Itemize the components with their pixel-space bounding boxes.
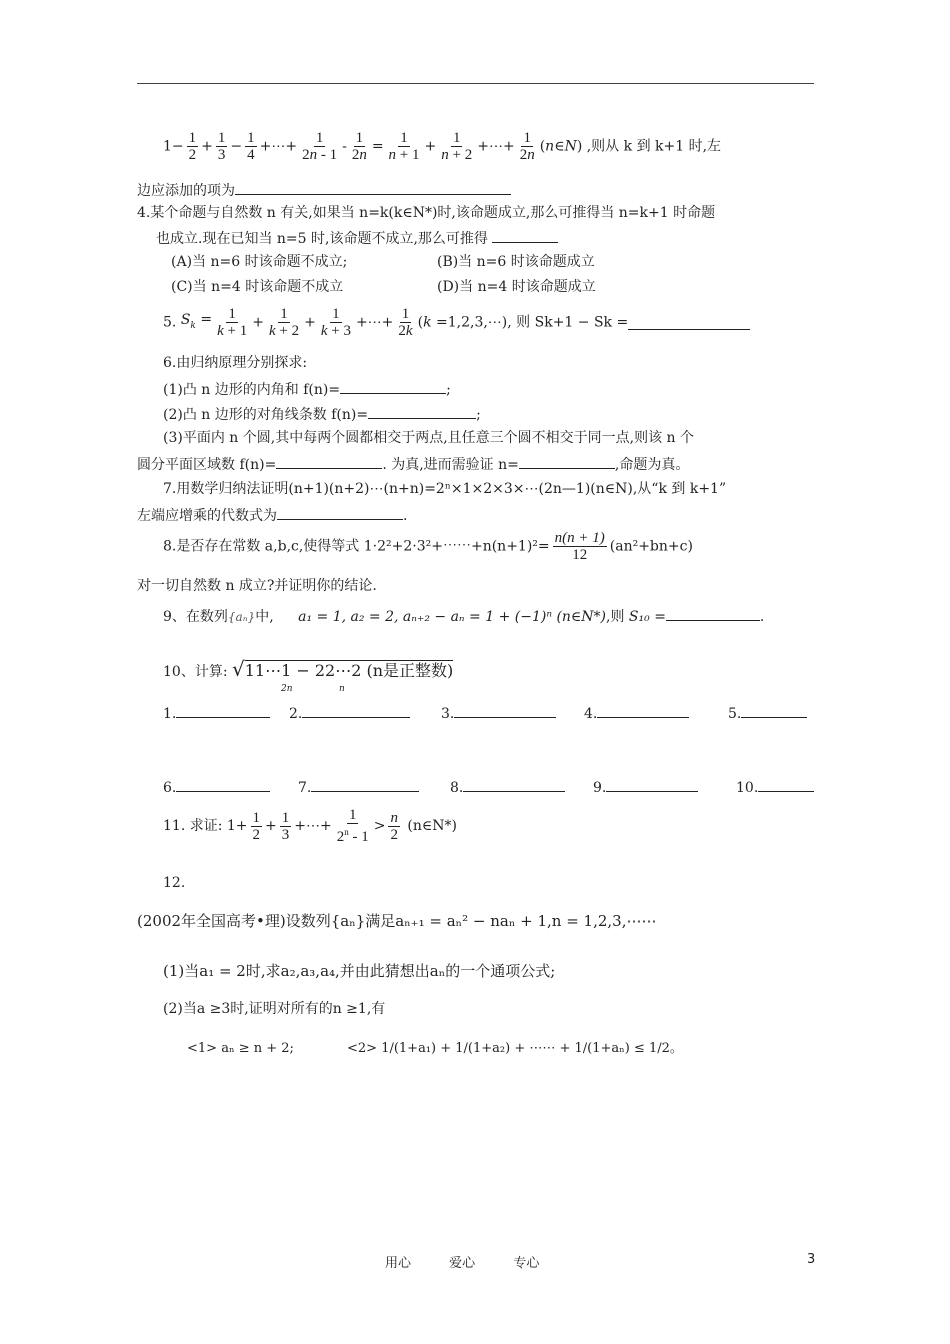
q8-line2: 对一切自然数 n 成立?并证明你的结论. [137, 578, 377, 594]
answer-label: 10. [736, 780, 759, 796]
q6-part1: (1)凸 n 边形的内角和 f(n)= ; [163, 379, 451, 399]
q12-part1: (1)当a₁ = 2时,求a₂,a₃,a₄,并由此猜想出aₙ的一个通项公式; [163, 962, 556, 980]
answer-blank[interactable] [741, 703, 807, 718]
answer-label: 8. [450, 780, 464, 796]
q9-post: ,则 [606, 609, 625, 625]
q6-part1-text: (1)凸 n 边形的内角和 f(n)= [163, 382, 341, 398]
answer-blank[interactable] [463, 777, 565, 792]
q11-pre: 11. 求证: [163, 818, 223, 834]
answer-blank[interactable] [606, 777, 698, 792]
answer-7 [298, 777, 419, 797]
q12-label: 12. [163, 875, 186, 891]
q6-part3-end: ,命题为真。 [614, 457, 690, 473]
q5-tail: 则 Sk+1 − Sk = [516, 314, 629, 331]
q5-expression: 5. $S_k$ = $\frac{1}{k + 1}$ + $\frac{1}{k + 2}$ + $\frac{1}{k + 3}$ +⋯+ $\frac{1}{2k}$ (k =1,2,3,⋯), 则 Sk+1 − Sk = [163, 306, 750, 339]
q6-part1-blank[interactable] [340, 379, 446, 394]
q12-sub1: <1> aₙ ≥ n + 2; [187, 1041, 294, 1056]
q8-pre: 8.是否存在常数 a,b,c,使得等式 1·2²+2·3²+⋯⋯+n(n+1)²= [163, 538, 550, 555]
q6-part3-line1: (3)平面内 n 个圆,其中每两个圆都相交于两点,且任意三个圆不相交于同一点,则该 n 个 [163, 430, 695, 446]
answer-5 [728, 703, 807, 723]
q6-part2: (2)凸 n 边形的对角线条数 f(n)= ; [163, 404, 481, 424]
q9-expression: a₁ = 1, a₂ = 2, aₙ₊₂ − aₙ = 1 + (−1)ⁿ (n∈N*) [298, 609, 607, 625]
answer-blank[interactable] [597, 703, 689, 718]
answer-label: 9. [593, 780, 607, 796]
answer-3 [441, 703, 556, 723]
footer-slogan [385, 1252, 573, 1271]
answer-2 [289, 703, 410, 723]
q10-pre: 10、计算: [163, 664, 228, 680]
q8-fraction-num: n(n + 1) [554, 530, 605, 546]
q3-answer-blank[interactable] [235, 180, 511, 195]
q6-part3-prompt: 圆分平面区域数 f(n)= [137, 457, 277, 473]
q7-prompt: 左端应增乘的代数式为 [137, 508, 277, 524]
q10-expression: 11⋯1 − 22⋯2 (n是正整数) [244, 661, 454, 680]
answer-9 [593, 777, 698, 797]
answer-blank[interactable] [302, 703, 410, 718]
q5-answer-blank[interactable] [628, 315, 750, 330]
q4-option-c: (C)当 n=4 时该命题不成立 [171, 279, 344, 295]
answer-blank[interactable] [176, 703, 270, 718]
page-number: 3 [807, 1252, 816, 1267]
answer-1 [163, 703, 270, 723]
header-rule [137, 83, 814, 84]
q4-option-b: (B)当 n=6 时该命题成立 [437, 254, 595, 270]
q6-part2-blank[interactable] [368, 404, 476, 419]
q6-part3-mid: . 为真,进而需验证 n= [382, 457, 519, 473]
q8-post: (an²+bn+c) [609, 538, 693, 555]
q7-line2: 左端应增乘的代数式为 . [137, 505, 407, 525]
q4-stem1: 4.某个命题与自然数 n 有关,如果当 n=k(k∈N*)时,该命题成立,那么可推得当 n=k+1 时命题 [137, 205, 716, 221]
answer-blank[interactable] [311, 777, 419, 792]
answer-label: 6. [163, 780, 177, 796]
answer-label: 5. [728, 706, 742, 722]
q9-s10: S₁₀ = [628, 609, 666, 625]
q9-pre: 9、在数列 [163, 609, 228, 625]
answer-6 [163, 777, 270, 797]
q4-answer-blank[interactable] [492, 228, 558, 243]
answer-blank[interactable] [454, 703, 556, 718]
q9-sequence: {aₙ} [227, 610, 256, 624]
q4-option-d: (D)当 n=4 时该命题成立 [437, 279, 596, 295]
q6-part3-blank1[interactable] [276, 454, 382, 469]
q11-condition: (n∈N*) [407, 818, 457, 834]
q4-stem2 [156, 228, 558, 248]
q7-answer-blank[interactable] [277, 505, 403, 520]
q3-line2 [137, 180, 511, 200]
answer-label: 7. [298, 780, 312, 796]
answer-label: 1. [163, 706, 177, 722]
answer-blank[interactable] [758, 777, 814, 792]
q12-part2: (2)当a ≥3时,证明对所有的n ≥1,有 [163, 1001, 386, 1017]
q3-prompt: 边应添加的项为 [137, 183, 235, 199]
q9-mid: 中, [255, 609, 274, 625]
answer-8 [450, 777, 565, 797]
footer-item: 用心 [385, 1256, 412, 1271]
answer-blank[interactable] [176, 777, 270, 792]
q8-line1 [163, 530, 693, 563]
q10-sub-n: n [339, 684, 345, 694]
answer-10 [736, 777, 814, 797]
q3-expression: 1− $\frac{1}{2}$ + $\frac{1}{3}$ − $\frac{1}{4}$ +⋯+ $\frac{1}{2n - 1}$ - $\frac{1}{2n}$ = $\frac{1}{n + 1}$ + $\frac{1}{n + 2}$ +⋯+ $\frac{1}{2n}$ (n∈N) ,则从 k 到 k+1 时,左 [163, 130, 722, 163]
answer-label: 3. [441, 706, 455, 722]
q8-fraction-den: 12 [572, 547, 588, 563]
q4-option-a: (A)当 n=6 时该命题不成立; [171, 254, 348, 270]
q10-line: 10、计算: √11⋯1 − 22⋯2 (n是正整数) [163, 657, 454, 681]
answer-label: 4. [584, 706, 598, 722]
q6-stem: 6.由归纳原理分别探求: [163, 355, 308, 371]
q11-line: 11. 求证: 1+ $\frac{1}{2}$ + $\frac{1}{3}$ +⋯+ $\frac{1}{2^n - 1}$ > $\frac{n}{2}$ (n∈N*) [163, 807, 457, 845]
q6-part2-text: (2)凸 n 边形的对角线条数 f(n)= [163, 407, 369, 423]
q4-stem2-text: 也成立.现在已知当 n=5 时,该命题不成立,那么可推得 [156, 231, 488, 247]
q12-stem: (2002年全国高考•理)设数列{aₙ}满足aₙ₊₁ = aₙ² − naₙ + 1,n = 1,2,3,⋯⋯ [137, 912, 657, 930]
q9-answer-blank[interactable] [666, 606, 760, 621]
footer-item: 专心 [513, 1256, 540, 1271]
q6-part3-blank2[interactable] [519, 454, 615, 469]
answer-label: 2. [289, 706, 303, 722]
q12-sub2: <2> 1/(1+a₁) + 1/(1+a₂) + ⋯⋯ + 1/(1+aₙ) ≤ 1/2。 [347, 1041, 683, 1056]
footer-item: 爱心 [449, 1256, 476, 1271]
q7-line1: 7.用数学归纳法证明(n+1)(n+2)⋯(n+n)=2ⁿ×1×2×3×⋯(2n—1)(n∈N),从“k 到 k+1” [163, 481, 727, 497]
q10-sub-2n: 2n [281, 684, 293, 694]
q3-text-tail: ,则从 k 到 k+1 时,左 [586, 138, 722, 155]
q6-part3-line2 [137, 454, 689, 474]
q9-line: 9、在数列{aₙ}中, a₁ = 1, a₂ = 2, aₙ₊₂ − aₙ = 1 + (−1)ⁿ (n∈N*),则 S₁₀ = . [163, 606, 764, 626]
q5-label: 5. [163, 314, 177, 331]
answer-4 [584, 703, 689, 723]
